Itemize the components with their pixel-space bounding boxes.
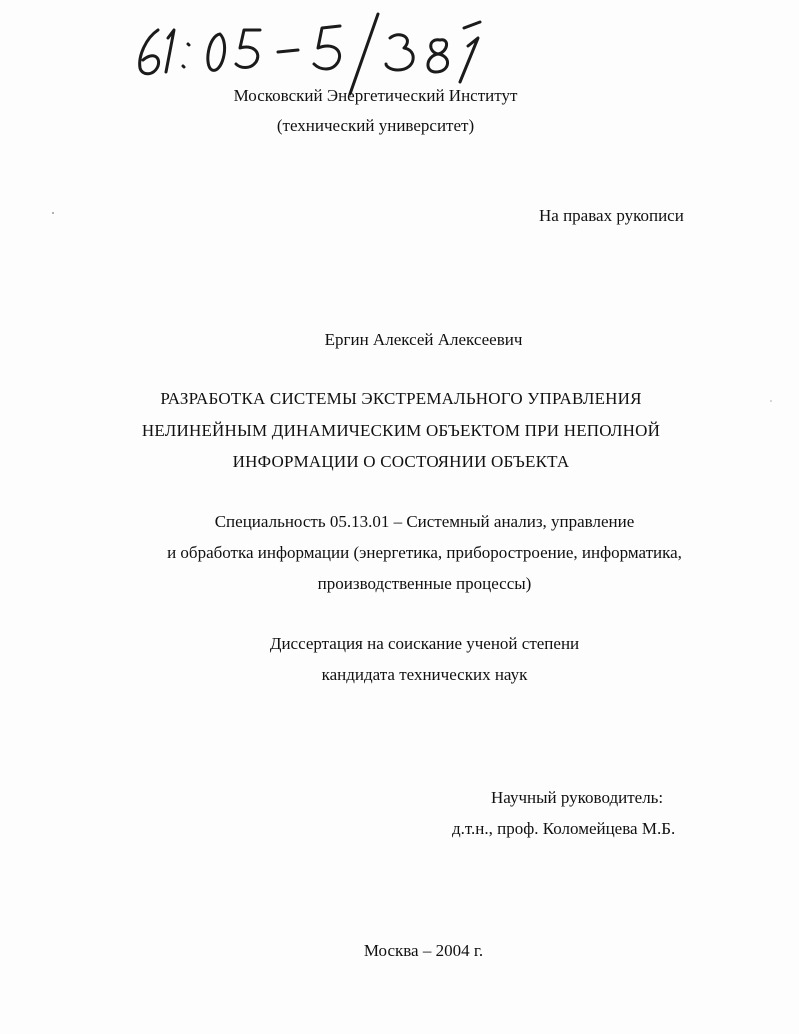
degree-line-1: Диссертация на соискание ученой степени: [269, 634, 580, 653]
specialty-line-1: Специальность 05.13.01 – Системный анализ, управление: [214, 512, 635, 531]
specialty-line-2: и обработка информации (энергетика, приборостроение, информатика,: [167, 543, 682, 562]
handwritten-code: [128, 8, 508, 98]
supervisor-label: Научный руководитель:: [491, 788, 664, 807]
author-name: Ергин Алексей Алексеевич: [324, 330, 523, 349]
degree-line-2: кандидата технических наук: [321, 665, 528, 684]
institution-name: Московский Энергетический Институт: [233, 86, 518, 105]
manuscript-note: На правах рукописи: [539, 206, 684, 225]
city-year: Москва – 2004 г.: [363, 941, 484, 960]
supervisor-name: д.т.н., проф. Коломейцева М.Б.: [452, 819, 676, 838]
institution-subtitle: (технический университет): [276, 116, 475, 135]
scan-speck: [52, 212, 54, 214]
title-line-1: РАЗРАБОТКА СИСТЕМЫ ЭКСТРЕМАЛЬНОГО УПРАВЛЕНИЯ: [160, 389, 642, 408]
title-line-3: ИНФОРМАЦИИ О СОСТОЯНИИ ОБЪЕКТА: [232, 452, 570, 471]
title-line-2: НЕЛИНЕЙНЫМ ДИНАМИЧЕСКИМ ОБЪЕКТОМ ПРИ НЕПОЛНОЙ: [141, 421, 661, 440]
specialty-line-3: производственные процессы): [317, 574, 532, 593]
scan-speck: [770, 400, 772, 402]
